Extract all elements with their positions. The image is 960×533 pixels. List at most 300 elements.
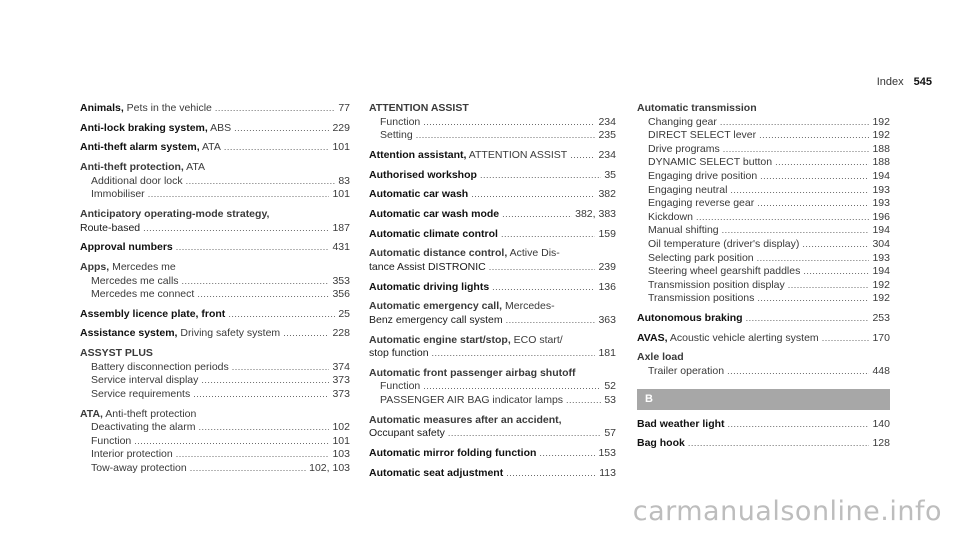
subentry-text: Service interval display [91, 374, 199, 387]
entry-text [369, 281, 489, 295]
subentry-text: DIRECT SELECT lever [648, 129, 757, 142]
index-entry [369, 447, 616, 461]
entry-line [80, 241, 350, 255]
entry-text [648, 170, 757, 184]
leader-dots [182, 275, 330, 289]
entry-title: Anticipatory operating-mode strategy, [80, 207, 270, 220]
page-ref-link[interactable]: 234 [598, 148, 616, 161]
entry-line [80, 347, 350, 361]
index-entry [80, 241, 350, 255]
leader-dots [471, 188, 595, 202]
entry-line [369, 102, 616, 116]
entry-line [637, 418, 890, 432]
subentry-text: Setting [380, 129, 413, 142]
entry-text [91, 421, 195, 435]
entry-text [80, 141, 221, 155]
entry-text [637, 418, 725, 432]
entry-title: Anti-theft alarm system, [80, 141, 200, 154]
entry-line [369, 247, 616, 261]
entry-text [369, 467, 503, 481]
entry-title: Apps, [80, 260, 110, 273]
entry-line [369, 414, 616, 428]
leader-dots [506, 314, 596, 328]
entry-text [648, 238, 799, 252]
entry-text [369, 447, 536, 461]
entry-line [80, 208, 350, 222]
entry-text [369, 208, 499, 222]
entry-text [369, 427, 445, 441]
subentry-text: Drive programs [648, 142, 720, 155]
entry-title: ATA, [80, 407, 103, 420]
index-entry [637, 312, 890, 326]
index-entry [80, 308, 350, 322]
entry-line [80, 161, 350, 175]
leader-dots [232, 361, 330, 375]
subentry-text: Engaging drive position [648, 169, 758, 182]
leader-dots [224, 141, 330, 155]
subentry [80, 275, 350, 289]
entry-subtitle: Pets in the vehicle [123, 102, 212, 114]
entry-text [80, 241, 173, 255]
page-ref-link[interactable]: 192 [872, 278, 890, 291]
entry-title: Animals, [80, 102, 124, 114]
page-ref-link[interactable]: 159 [598, 227, 616, 240]
entry-text [91, 448, 173, 462]
entry-line [80, 222, 350, 236]
leader-dots [193, 388, 329, 402]
leader-dots [283, 327, 329, 341]
entry-line [80, 261, 350, 275]
entry-line [369, 149, 616, 163]
leader-dots [728, 418, 870, 432]
subentry-text: Engaging neutral [648, 183, 728, 196]
subentry [80, 361, 350, 375]
page-ref-link[interactable]: 192 [872, 129, 890, 142]
entry-title: AVAS, [637, 331, 668, 344]
entry-text [369, 347, 429, 361]
subentry-text: Kickdown [648, 210, 693, 223]
subentry-text: Tow-away protection [91, 462, 187, 474]
index-entry [637, 332, 890, 346]
page-ref-link[interactable]: 101 [332, 141, 350, 154]
leader-dots [234, 122, 329, 136]
entry-text [80, 122, 231, 136]
leader-dots [148, 188, 330, 202]
page-ref-link[interactable]: 382 [598, 188, 616, 201]
entry-text [91, 388, 190, 402]
entry-title: Anti-theft protection, [80, 161, 184, 174]
leader-dots [143, 222, 329, 236]
page-ref-link[interactable]: 52 [604, 380, 616, 393]
index-entry [637, 437, 890, 451]
subentry-text: Changing gear [648, 115, 717, 128]
subentry [369, 116, 616, 130]
index-entry [80, 261, 350, 302]
subentry-text: Function [91, 434, 132, 447]
page-ref-link[interactable]: 113 [599, 466, 616, 479]
entry-text [648, 365, 724, 379]
entry-text [369, 188, 468, 202]
subentry-text: Function [380, 115, 421, 128]
page-ref-link[interactable]: 193 [872, 251, 890, 264]
page-ref-link[interactable]: 136 [598, 280, 616, 293]
subentry-text: Manual shifting [648, 224, 719, 237]
page-ref-link[interactable]: 128 [872, 437, 890, 450]
leader-dots [432, 347, 596, 361]
entry-line [369, 300, 616, 314]
entry-line [637, 351, 890, 365]
subentry [637, 365, 890, 379]
subentry-text: Mercedes me connect [91, 288, 195, 301]
entry-continuation: Occupant safety [369, 427, 445, 440]
entry-text [380, 129, 413, 143]
entry-title: Automatic car wash mode [369, 207, 500, 220]
entry-line [80, 122, 350, 136]
leader-dots [506, 467, 596, 481]
entry-title: Automatic car wash [369, 188, 469, 201]
subentry [80, 188, 350, 202]
subentry [80, 288, 350, 302]
entry-title: Automatic transmission [637, 102, 757, 114]
subentry-text: Mercedes me calls [91, 274, 179, 287]
leader-dots [570, 149, 595, 163]
entry-title: Approval numbers [80, 241, 173, 254]
entry-title: Automatic measures after an accident, [369, 413, 562, 426]
entry-subtitle: ATA [183, 161, 206, 174]
index-entry [637, 351, 890, 378]
leader-dots [502, 208, 572, 222]
leader-dots [198, 421, 329, 435]
entry-subtitle: Driving safety system [177, 327, 281, 340]
entry-text [648, 211, 693, 225]
subentry-text: Trailer operation [648, 364, 725, 377]
index-column-1 [80, 102, 350, 482]
entry-text [637, 332, 819, 346]
page-ref-link[interactable]: 373 [332, 374, 350, 387]
subentry [637, 197, 890, 211]
entry-text [648, 252, 754, 266]
page-ref-link[interactable]: 431 [332, 241, 350, 254]
page-ref-link[interactable]: 239 [598, 260, 616, 273]
leader-dots [190, 462, 306, 476]
entry-text [80, 102, 212, 116]
subentry [637, 252, 890, 266]
entry-line [369, 228, 616, 242]
leader-dots [176, 448, 330, 462]
leader-dots [448, 427, 601, 441]
index-entry [369, 467, 616, 481]
page-ref-link[interactable]: 192 [872, 115, 890, 128]
subentry-text: Interior protection [91, 448, 173, 461]
page-ref-link[interactable]: 448 [872, 364, 890, 377]
leader-dots [775, 156, 869, 170]
entry-text [648, 184, 727, 198]
subentry [637, 279, 890, 293]
index-entry [369, 281, 616, 295]
page-number: 545 [913, 76, 932, 88]
entry-subtitle: ATA [199, 141, 221, 154]
page-ref-link[interactable]: 101 [332, 434, 350, 447]
entry-title: Assistance system, [80, 327, 178, 340]
page-ref-link[interactable]: 304 [872, 237, 890, 250]
subentry-text: PASSENGER AIR BAG indicator lamps [380, 394, 564, 407]
page-header [877, 76, 932, 88]
page-ref-link[interactable]: 193 [872, 197, 890, 210]
entry-text [369, 261, 486, 275]
leader-dots [186, 175, 336, 189]
index-entry [369, 367, 616, 408]
leader-dots [423, 116, 595, 130]
leader-dots [688, 437, 870, 451]
page-ref-link[interactable]: 83 [338, 174, 350, 187]
page-ref-link[interactable]: 181 [598, 347, 616, 360]
entry-text [80, 308, 225, 322]
subentry [637, 211, 890, 225]
entry-continuation: Route-based [80, 221, 141, 234]
entry-subtitle: ECO start/ [510, 333, 563, 346]
index-entry [80, 102, 350, 116]
page-ref-link[interactable]: 188 [872, 156, 890, 169]
page-ref-link[interactable]: 196 [872, 210, 890, 223]
page-ref-link[interactable]: 170 [872, 331, 890, 344]
index-entry [369, 188, 616, 202]
index-entry [80, 161, 350, 202]
page-ref-link[interactable]: 103 [332, 448, 350, 461]
entry-text [369, 314, 503, 328]
leader-dots [746, 312, 870, 326]
page-ref-link[interactable]: 140 [872, 417, 890, 430]
subentry [80, 388, 350, 402]
subentry [80, 448, 350, 462]
entry-title: Autonomous braking [637, 312, 743, 324]
entry-text [91, 275, 179, 289]
entry-text [648, 116, 717, 130]
page-ref-link[interactable]: 102 [332, 421, 350, 434]
page-ref-link[interactable]: 101 [332, 188, 350, 201]
page-ref-link[interactable]: 228 [332, 327, 350, 340]
leader-dots [423, 380, 601, 394]
index-entry [369, 208, 616, 222]
leader-dots [759, 129, 869, 143]
page-ref-link[interactable]: 356 [332, 288, 350, 301]
entry-title: Automatic seat adjustment [369, 466, 504, 479]
entry-text [91, 175, 183, 189]
entry-title: Assembly licence plate, front [80, 307, 226, 320]
subentry [80, 175, 350, 189]
entry-text [648, 156, 772, 170]
leader-dots [730, 184, 869, 198]
leader-dots [566, 394, 601, 408]
entry-text [369, 228, 498, 242]
entry-title: Automatic driving lights [369, 280, 490, 293]
page-ref-link[interactable]: 253 [872, 312, 890, 324]
subentry-text: DYNAMIC SELECT button [648, 156, 773, 169]
subentry [80, 462, 350, 476]
leader-dots [720, 116, 870, 130]
index-entry [369, 102, 616, 143]
leader-dots [802, 238, 869, 252]
page-ref-link[interactable]: 25 [338, 307, 350, 320]
subentry-text: Battery disconnection periods [91, 360, 229, 373]
page-ref-link[interactable]: 193 [872, 183, 890, 196]
subentry [80, 435, 350, 449]
entry-continuation: stop function [369, 347, 429, 360]
section-label: Index [876, 76, 904, 88]
entry-title: Automatic front passenger airbag shutoff [369, 366, 576, 379]
subentry-text: Deactivating the alarm [91, 421, 196, 434]
entry-line [369, 169, 616, 183]
entry-title: Attention assistant, [369, 148, 467, 161]
entry-line [369, 334, 616, 348]
subentry-text: Immobiliser [91, 188, 145, 201]
entry-text [648, 224, 719, 238]
entry-title: Bag hook [637, 437, 685, 450]
leader-dots [722, 224, 870, 238]
entry-line [637, 437, 890, 451]
entry-text [80, 222, 140, 236]
page-ref-link[interactable]: 229 [332, 121, 350, 134]
page-ref-link[interactable]: 235 [598, 129, 616, 142]
subentry [369, 129, 616, 143]
leader-dots [228, 308, 335, 322]
index-entry [80, 327, 350, 341]
subentry [637, 292, 890, 306]
page-ref-link[interactable]: 382, 383 [575, 207, 616, 220]
entry-text [648, 292, 754, 306]
entry-title: ATTENTION ASSIST [369, 102, 469, 114]
leader-dots [176, 241, 330, 255]
index-column-3 [637, 102, 890, 457]
subentry [637, 238, 890, 252]
entry-text [637, 437, 685, 451]
entry-text [91, 462, 187, 476]
page-ref-link[interactable]: 373 [332, 387, 350, 400]
entry-line [369, 427, 616, 441]
page-ref-link[interactable]: 374 [332, 360, 350, 373]
letter-heading-b: B [637, 389, 890, 410]
subentry [637, 129, 890, 143]
subentry [369, 380, 616, 394]
entry-line [637, 312, 890, 326]
index-entry [637, 102, 890, 306]
index-entry [80, 122, 350, 136]
entry-line [369, 188, 616, 202]
entry-line [369, 367, 616, 381]
page-ref-link[interactable]: 77 [338, 102, 350, 114]
entry-subtitle: Active Dis- [507, 247, 560, 260]
entry-subtitle: ABS [207, 121, 232, 134]
entry-text [369, 169, 477, 183]
index-entry [369, 247, 616, 274]
subentry [637, 224, 890, 238]
entry-subtitle: Mercedes me [109, 260, 176, 273]
entry-text [648, 143, 720, 157]
page-ref-link[interactable]: 187 [332, 221, 350, 234]
entry-subtitle: ATTENTION ASSIST [466, 148, 568, 161]
subentry [80, 374, 350, 388]
entry-line [369, 281, 616, 295]
page-ref-link[interactable]: 53 [604, 394, 616, 407]
subentry [637, 184, 890, 198]
entry-line [80, 308, 350, 322]
leader-dots [539, 447, 595, 461]
leader-dots [723, 143, 870, 157]
page-ref-link[interactable]: 57 [604, 427, 616, 440]
entry-text [648, 129, 756, 143]
entry-line [369, 447, 616, 461]
leader-dots [757, 292, 869, 306]
subentry [637, 116, 890, 130]
page-ref-link[interactable]: 35 [604, 168, 616, 181]
page-ref-link[interactable]: 353 [332, 274, 350, 287]
entry-text [91, 374, 198, 388]
page-ref-link[interactable]: 102, 103 [309, 462, 350, 474]
page-ref-link[interactable]: 153 [598, 447, 616, 459]
subentry-text: Transmission positions [648, 292, 755, 305]
entry-text [637, 312, 743, 326]
entry-continuation: Benz emergency call system [369, 313, 503, 326]
entry-title: Automatic emergency call, [369, 300, 503, 313]
index-entry [369, 169, 616, 183]
entry-subtitle: Acoustic vehicle alerting system [667, 331, 819, 344]
subentry-text: Service requirements [91, 387, 191, 400]
entry-line [369, 261, 616, 275]
subentry-text: Engaging reverse gear [648, 197, 755, 210]
leader-dots [215, 102, 335, 116]
leader-dots [727, 365, 869, 379]
entry-title: Automatic mirror folding function [369, 447, 537, 459]
subentry [369, 394, 616, 408]
entry-text [380, 380, 420, 394]
leader-dots [760, 170, 869, 184]
entry-text [380, 116, 420, 130]
page-ref-link[interactable]: 363 [598, 313, 616, 326]
entry-text [648, 279, 785, 293]
subentry [637, 265, 890, 279]
entry-title: Bad weather light [637, 417, 725, 430]
leader-dots [757, 252, 870, 266]
page-ref-link[interactable]: 194 [872, 224, 890, 237]
entry-continuation: tance Assist DISTRONIC [369, 260, 486, 273]
entry-text [648, 265, 800, 279]
entry-text [91, 288, 194, 302]
entry-subtitle: Anti-theft protection [102, 407, 197, 420]
page-ref-link[interactable]: 234 [598, 115, 616, 128]
index-entry [369, 149, 616, 163]
entry-text [91, 188, 145, 202]
watermark: carmanualsonline.info [632, 496, 942, 527]
entry-line [369, 314, 616, 328]
entry-line [80, 408, 350, 422]
leader-dots [696, 211, 870, 225]
leader-dots [480, 169, 601, 183]
page-ref-link[interactable]: 188 [872, 142, 890, 155]
subentry-text: Oil temperature (driver's display) [648, 237, 800, 250]
subentry-text: Selecting park position [648, 251, 754, 264]
page-ref-link[interactable]: 192 [872, 292, 890, 305]
page-ref-link[interactable]: 194 [872, 265, 890, 278]
page-ref-link[interactable]: 194 [872, 169, 890, 182]
subentry [637, 156, 890, 170]
leader-dots [134, 435, 329, 449]
leader-dots [788, 279, 870, 293]
entry-title: Automatic engine start/stop, [369, 333, 511, 346]
entry-text [648, 197, 754, 211]
entry-text [91, 361, 229, 375]
entry-title: Automatic climate control [369, 227, 498, 240]
entry-text [380, 394, 563, 408]
entry-text [369, 149, 567, 163]
